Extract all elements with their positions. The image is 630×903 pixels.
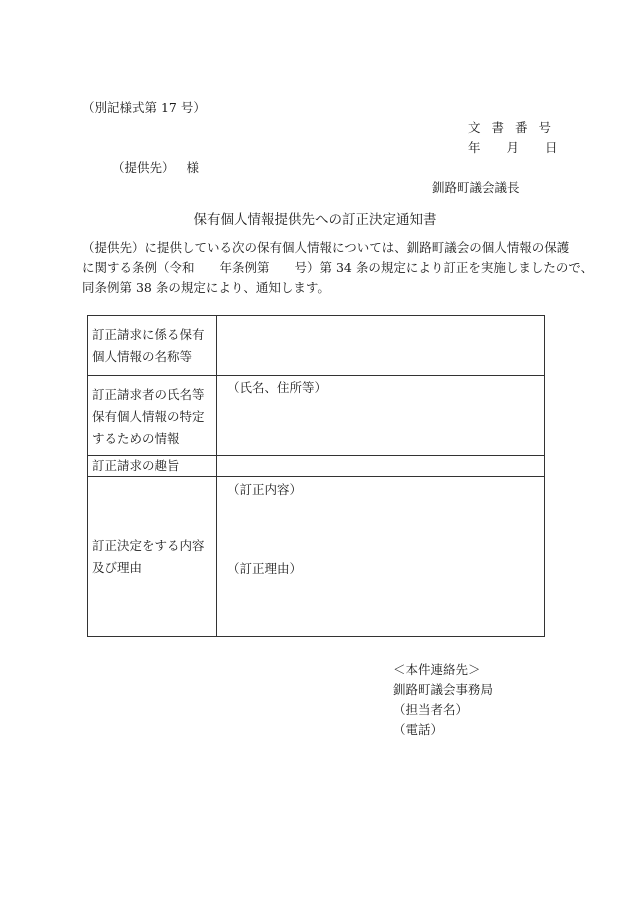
date-line — [468, 138, 558, 156]
label-line: 訂正請求に係る保有 — [92, 327, 205, 342]
body-paragraph — [82, 238, 594, 298]
row-value-requester — [217, 376, 545, 456]
contact-office: 釧路町議会事務局 — [393, 682, 494, 697]
document-number-label: 文書番号 — [468, 120, 563, 135]
value-line: （訂正内容） — [227, 482, 303, 497]
recipient-name: （提供先） — [112, 160, 175, 175]
contact-heading: ＜本件連絡先＞ — [393, 662, 481, 677]
row-label-decision — [88, 477, 217, 637]
row-label-purpose — [88, 456, 217, 477]
body-line-3: 同条例第 38 条の規定により、通知します。 — [82, 280, 330, 295]
table-row-purpose — [88, 456, 545, 477]
row-value-purpose — [217, 456, 545, 477]
row-label-requester — [88, 376, 217, 456]
label-line: するための情報 — [92, 431, 180, 446]
label-line: 個人情報の名称等 — [92, 349, 193, 364]
label-line: 訂正請求の趣旨 — [92, 458, 180, 473]
row-label-target-info — [88, 316, 217, 376]
date-year: 年 — [468, 140, 481, 155]
info-table — [87, 315, 545, 637]
body-line-2: に関する条例（令和 年条例第 号）第 34 条の規定により訂正を実施しましたので、 — [82, 260, 594, 275]
value-line: （訂正理由） — [227, 561, 303, 576]
value-line: （氏名、住所等） — [227, 380, 328, 395]
label-line: 訂正請求者の氏名等 — [92, 387, 205, 402]
recipient-honorific: 様 — [186, 160, 200, 175]
body-line-1: （提供先）に提供している次の保有個人情報については、釧路町議会の個人情報の保護 — [82, 240, 570, 255]
contact-person: （担当者名） — [393, 702, 469, 717]
document-title: 保有個人情報提供先への訂正決定通知書 — [193, 212, 437, 228]
table-row-requester — [88, 376, 545, 456]
sender: 釧路町議会議長 — [432, 180, 520, 195]
date-day: 日 — [545, 140, 558, 155]
row-value-decision — [217, 477, 545, 637]
label-line: 訂正決定をする内容 — [92, 537, 205, 553]
label-line: 保有個人情報の特定 — [92, 409, 205, 424]
contact-phone: （電話） — [393, 722, 444, 737]
contact-block — [393, 660, 493, 740]
label-line: 及び理由 — [92, 559, 143, 575]
date-month: 月 — [506, 140, 520, 155]
recipient-line — [112, 158, 199, 176]
row-value-target-info — [217, 316, 545, 376]
table-row-target — [88, 316, 545, 376]
table-row-decision — [88, 477, 545, 637]
form-number: （別記様式第 17 号） — [82, 100, 206, 115]
